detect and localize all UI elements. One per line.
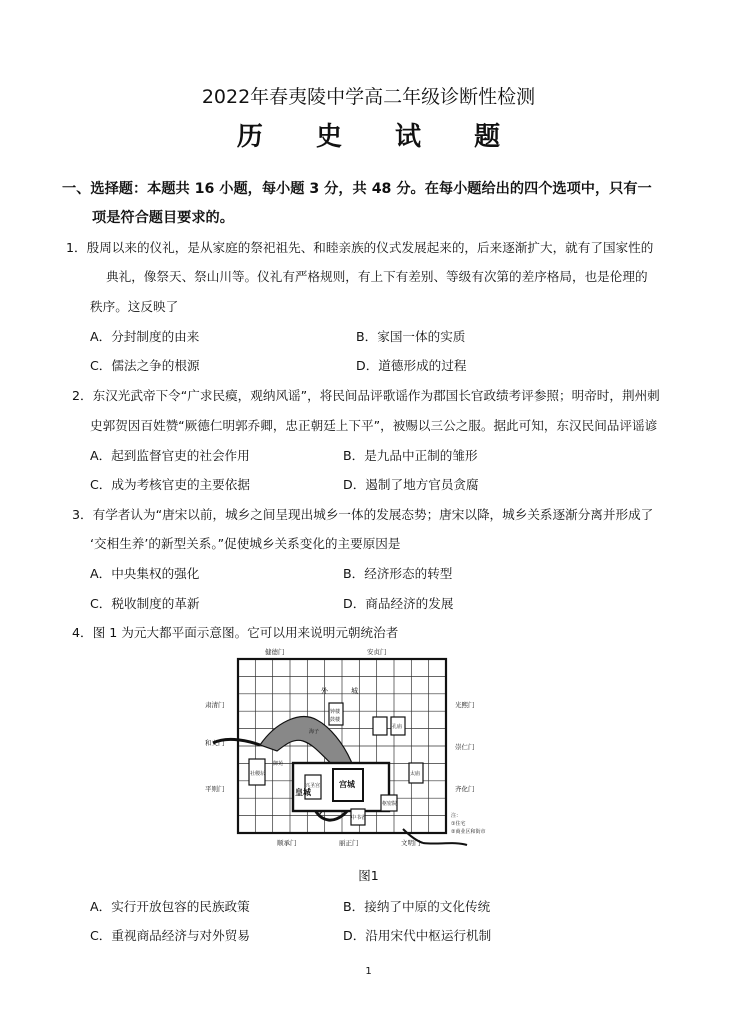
gate-jiande: 健德门	[265, 648, 285, 656]
q1-line1: 1．殷周以来的仪礼，是从家庭的祭祀祖先、和睦亲族的仪式发展起来的，后来逐渐扩大，就有了国家性的	[66, 240, 654, 255]
section-heading-line1: 一、选择题：本题共 16 小题，每小题 3 分，共 48 分。在每小题给出的四个选项中，只有一	[62, 181, 652, 197]
label-shumiyuan: 枢密院	[382, 801, 398, 807]
q3-option-c: C．税收制度的革新	[90, 596, 200, 611]
q1-option-c: C．儒法之争的根源	[90, 358, 200, 373]
q2-line1: 2．东汉光武帝下令“广求民瘼，观纳风谣”，将民间品评歌谣作为郡国长官政绩考评参照；明帝时，荆州刺	[72, 388, 660, 403]
q2-option-c: C．成为考核官吏的主要依据	[90, 477, 250, 492]
gate-guangxi: 光熙门	[455, 701, 475, 709]
q2-option-b: B．是九品中正制的雏形	[343, 448, 478, 463]
q4-option-c: C．重视商品经济与对外贸易	[90, 928, 250, 943]
gate-heyi: 和义门	[205, 739, 225, 747]
q3-line1: 3．有学者认为“唐宋以前，城乡之间呈现出城乡一体的发展态势；唐宋以降，城乡关系逐渐分离并形成了	[72, 507, 654, 522]
label-cheng: 城	[351, 687, 358, 695]
q1-option-d: D．道德形成的过程	[356, 358, 467, 373]
label-yuyuan: 御苑	[273, 761, 284, 767]
exam-title: 2022年春夷陵中学高二年级诊断性检测	[201, 86, 536, 108]
legend-item-1: ①住宅	[451, 821, 466, 827]
gate-qihua: 齐化门	[455, 785, 475, 793]
gate-anzhen: 安贞门	[367, 648, 387, 656]
yuan-dadu-map	[205, 645, 505, 850]
label-kongmiao: 孔庙	[392, 724, 403, 730]
q2-option-a: A．起到监督官吏的社会作用	[90, 448, 250, 463]
gate-shuncheng: 顺承门	[277, 839, 297, 847]
q3-option-a: A．中央集权的强化	[90, 566, 200, 581]
label-gulou: 鼓楼	[330, 717, 341, 723]
q1-option-b: B．家国一体的实质	[356, 329, 466, 344]
legend-item-2: ②商业区和街市	[451, 829, 486, 835]
legend-title: 注：	[451, 813, 462, 819]
q4-option-d: D．沿用宋代中枢运行机制	[343, 928, 492, 943]
q1-option-a: A．分封制度的由来	[90, 329, 200, 344]
subject-title: 历 史 试 题	[236, 122, 523, 152]
q2-line2: 史郭贺因百姓赞“厥德仁明郭乔卿，忠正朝廷上下平”，被赐以三公之服。据此可知，东汉民间品评谣谚	[90, 418, 658, 433]
q3-line2: ‘交相生养’的新型关系。”促使城乡关系变化的主要原因是	[90, 536, 401, 551]
label-zhonglou: 钟楼	[330, 709, 341, 715]
label-taimiao: 太庙	[410, 771, 421, 777]
q4-line1: 4．图 1 为元大都平面示意图。它可以用来说明元朝统治者	[72, 625, 399, 640]
label-xingshenggong: 兴圣宫	[305, 783, 321, 789]
q4-option-a: A．实行开放包容的民族政策	[90, 899, 250, 914]
q4-option-b: B．接纳了中原的文化传统	[343, 899, 491, 914]
label-wai: 外	[321, 687, 328, 695]
label-zhongshusheng: 中书省	[351, 815, 367, 821]
q1-line2: 典礼，像祭天、祭山川等。仪礼有严格规则，有上下有差别、等级有次第的差序格局，也是伦理的	[106, 269, 648, 284]
gate-chongren: 崇仁门	[455, 743, 475, 751]
gate-wenming: 文明门	[401, 839, 421, 847]
page-number: 1	[365, 966, 372, 977]
gate-pingze: 平则门	[205, 785, 225, 793]
q2-option-d: D．遏制了地方官员贪腐	[343, 477, 479, 492]
label-shejitan: 社稷坛	[250, 771, 266, 777]
q1-line3: 秩序。这反映了	[90, 299, 179, 314]
label-gongcheng: 宫城	[339, 780, 355, 789]
q3-option-b: B．经济形态的转型	[343, 566, 453, 581]
label-haizi: 海子	[309, 729, 320, 735]
q3-option-d: D．商品经济的发展	[343, 596, 454, 611]
gate-lizheng: 丽正门	[339, 839, 359, 847]
gate-suqing: 肃清门	[205, 701, 225, 709]
figure-caption: 图1	[358, 868, 379, 883]
label-huangcheng: 皇城	[295, 788, 311, 797]
section-heading-line2: 项是符合题目要求的。	[92, 210, 234, 226]
